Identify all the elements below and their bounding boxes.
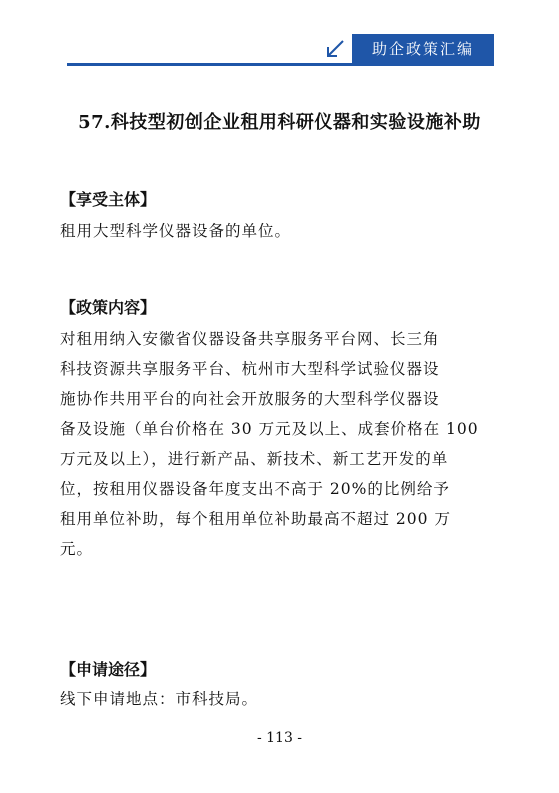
body-line: 元。 (60, 540, 94, 558)
body-line: 对租用纳入安徽省仪器设备共享服务平台网、长三角 (60, 330, 440, 348)
section-body-content (60, 324, 500, 564)
page-title: 57.科技型初创企业租用科研仪器和实验设施补助 (78, 112, 481, 133)
body-line: 位，按租用仪器设备年度支出不高于 20%的比例给予 (60, 480, 450, 498)
section-heading-subject: 【享受主体】 (60, 190, 157, 209)
arrow-down-left-icon (323, 38, 347, 62)
page-number: - 113 - (256, 730, 303, 746)
section-body-application (60, 684, 500, 714)
body-line: 万元及以上），进行新产品、新技术、新工艺开发的单 (60, 450, 449, 468)
body-line: 租用单位补助，每个租用单位补助最高不超过 200 万 (60, 510, 451, 528)
header-badge: 助企政策汇编 (352, 34, 494, 63)
body-line: 备及设施（单台价格在 30 万元及以上、成套价格在 100 (60, 420, 479, 438)
body-line: 科技资源共享服务平台、杭州市大型科学试验仪器设 (60, 360, 440, 378)
body-line: 线下申请地点：市科技局。 (60, 690, 259, 708)
section-body-subject (60, 216, 500, 246)
section-heading-content: 【政策内容】 (60, 298, 157, 317)
header-rule (67, 63, 494, 66)
section-heading-application: 【申请途径】 (60, 660, 157, 679)
body-line: 施协作共用平台的向社会开放服务的大型科学仪器设 (60, 390, 440, 408)
body-line: 租用大型科学仪器设备的单位。 (60, 222, 292, 240)
